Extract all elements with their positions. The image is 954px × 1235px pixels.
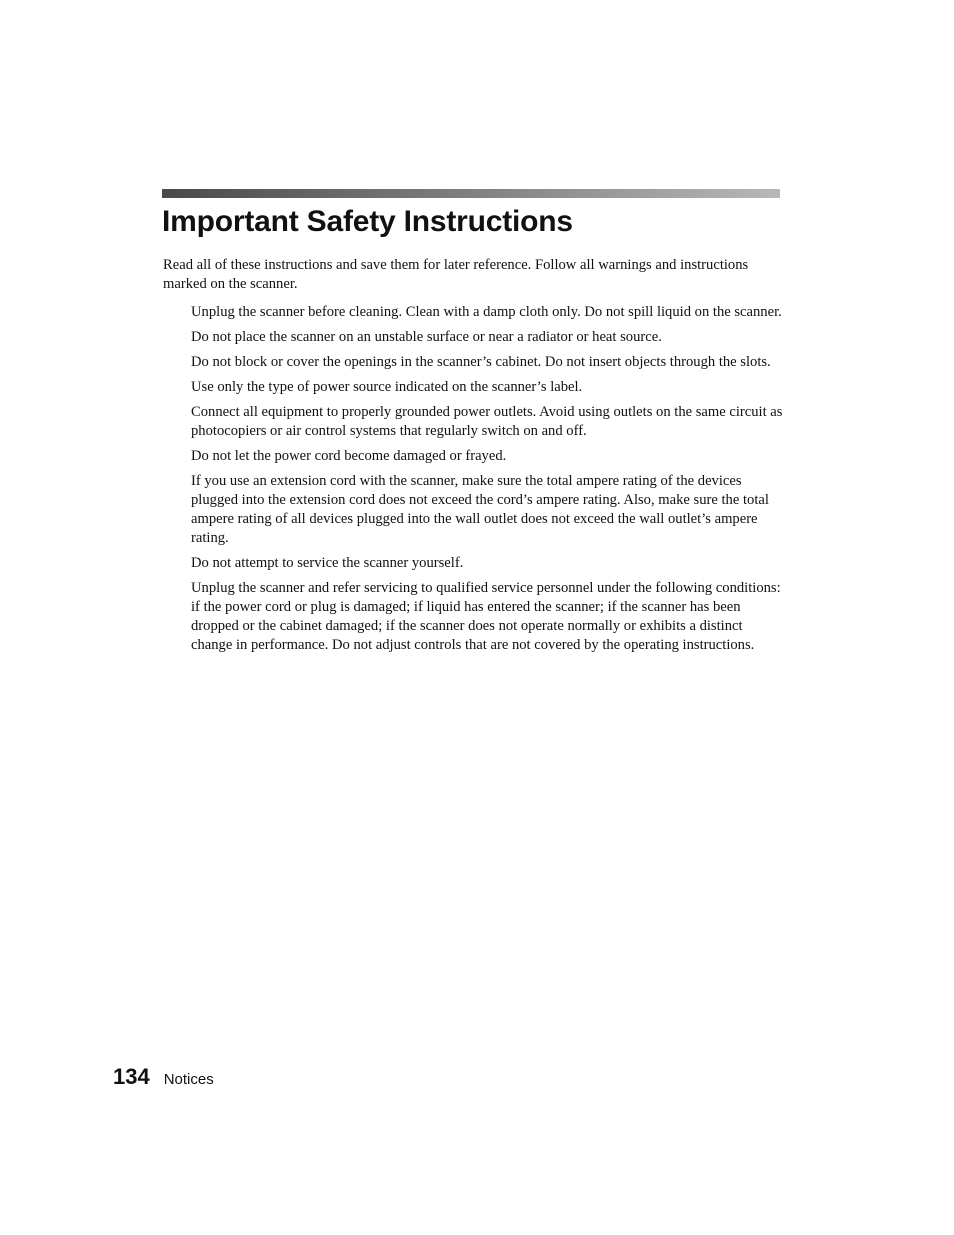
list-item: Do not attempt to service the scanner yourself. bbox=[191, 555, 464, 571]
list-item: Unplug the scanner before cleaning. Clean with a damp cloth only. Do not spill liquid on the scanner. bbox=[191, 304, 782, 320]
list-item: Do not block or cover the openings in the scanner’s cabinet. Do not insert objects through the slots. bbox=[191, 354, 771, 370]
list-item: Use only the type of power source indicated on the scanner’s label. bbox=[191, 379, 583, 395]
list-item: If you use an extension cord with the scanner, make sure the total ampere rating of the devices plugged into the extension cord does not exceed the cord’s ampere rating. Also, make sure the total ampere rating of all devices plugged into the wall outlet does not exceed the wall outlet’s ampere rating. bbox=[191, 473, 769, 546]
page-title: Important Safety Instructions bbox=[162, 205, 573, 238]
page-footer bbox=[113, 1064, 214, 1094]
intro-paragraph: Read all of these instructions and save them for later reference. Follow all warnings and instructions marked on the scanner. bbox=[163, 257, 749, 292]
title-rule-bar bbox=[162, 189, 780, 198]
list-item: Do not let the power cord become damaged or frayed. bbox=[191, 448, 507, 464]
safety-instructions-list bbox=[191, 303, 783, 661]
list-item: Do not place the scanner on an unstable surface or near a radiator or heat source. bbox=[191, 329, 662, 345]
page-number: 134 bbox=[113, 1064, 150, 1089]
list-item: Unplug the scanner and refer servicing to qualified service personnel under the following conditions: if the power cord or plug is damaged; if liquid has entered the scanner; if the scanner has been dropped or the cabinet damaged; if the scanner does not operate normally or exhibits a distinct change in performance. Do not adjust controls that are not covered by the operating instructions. bbox=[191, 580, 781, 653]
list-item: Connect all equipment to properly grounded power outlets. Avoid using outlets on the same circuit as photocopiers or air control systems that regularly switch on and off. bbox=[191, 404, 783, 439]
section-name: Notices bbox=[163, 1071, 214, 1088]
